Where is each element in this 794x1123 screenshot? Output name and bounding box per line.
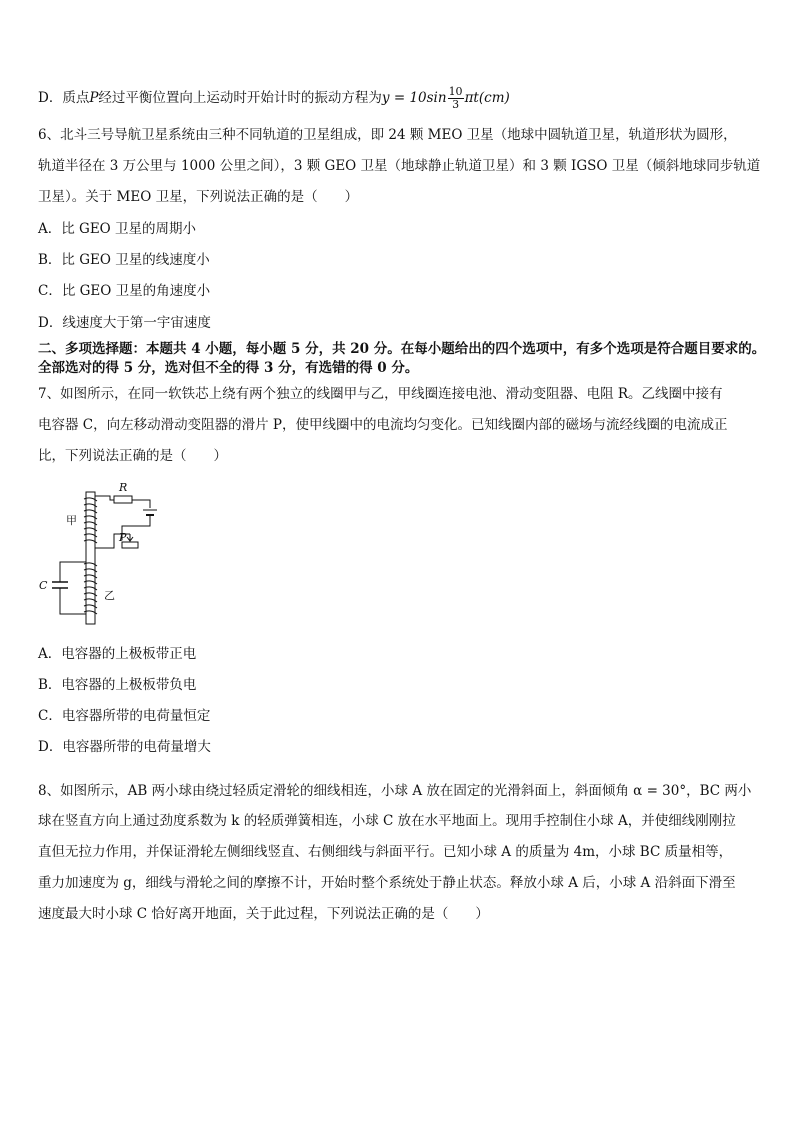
section2-heading-line-2: 全部选对的得 5 分，选对但不全的得 3 分，有选错的得 0 分。 <box>38 360 419 376</box>
q6-stem-line-2: 轨道半径在 3 万公里与 1000 公里之间），3 颗 GEO 卫星（地球静止轨道卫星）和 3 颗 IGSO 卫星（倾斜地球同步轨道 <box>38 158 761 174</box>
q8-stem-line-5: 速度最大时小球 C 恰好离开地面，关于此过程，下列说法正确的是（ ） <box>38 906 489 922</box>
label-yi: 乙 <box>104 589 115 602</box>
label-p: P <box>119 531 127 544</box>
q6-stem-line-1: 6、北斗三号导航卫星系统由三种不同轨道的卫星组成，即 24 颗 MEO 卫星（地球中圆轨道卫星，轨道形状为圆形， <box>38 127 737 143</box>
q7-option-d: D．电容器所带的电荷量增大 <box>38 739 211 755</box>
label-r: R <box>119 481 128 494</box>
q8-stem-line-1: 8、如图所示，AB 两小球由绕过轻质定滑轮的细线相连，小球 A 放在固定的光滑斜面上，斜面倾角 α = 30°，BC 两小 <box>38 783 752 799</box>
q5-equation-right: πt(cm) <box>464 90 510 106</box>
q6-option-c: C．比 GEO 卫星的角速度小 <box>38 283 211 299</box>
q6-option-b: B．比 GEO 卫星的线速度小 <box>38 252 210 268</box>
label-jia: 甲 <box>66 514 77 527</box>
q7-stem-line-2: 电容器 C，向左移动滑动变阻器的滑片 P，使甲线圈中的电流均匀变化。已知线圈内部的磁场与流经线圈的电流成正 <box>38 417 728 433</box>
battery-symbol <box>143 510 157 515</box>
q5-equation-fraction <box>448 86 464 111</box>
q5-option-d-prefix: D．质点 <box>38 90 90 106</box>
rheostat-slider-p <box>127 534 133 541</box>
q8-stem-line-3: 直但无拉力作用，并保证滑轮左侧细线竖直、右侧细线与斜面平行。已知小球 A 的质量为 4m，小球 BC 质量相等， <box>38 844 733 860</box>
iron-core <box>86 492 95 624</box>
q6-option-a: A．比 GEO 卫星的周期小 <box>38 221 197 237</box>
q7-option-b: B．电容器的上极板带负电 <box>38 677 197 693</box>
q5-option-d <box>38 86 510 111</box>
q7-circuit-figure <box>30 474 180 634</box>
capacitor-c <box>52 582 68 588</box>
q6-option-d: D．线速度大于第一宇宙速度 <box>38 315 211 331</box>
q5-option-d-mid: 经过平衡位置向上运动时开始计时的振动方程为 <box>98 90 382 106</box>
q6-stem-line-3: 卫星）。关于 MEO 卫星，下列说法正确的是（ ） <box>38 189 359 205</box>
q8-stem-line-2: 球在竖直方向上通过劲度系数为 k 的轻质弹簧相连，小球 C 放在水平地面上。现用手控制住小球 A，并使细线刚刚拉 <box>38 813 736 829</box>
resistor-r <box>114 496 132 503</box>
fraction-denominator: 3 <box>452 98 460 111</box>
fraction-numerator: 10 <box>448 85 463 98</box>
section2-heading-line-1: 二、多项选择题：本题共 4 小题，每小题 5 分，共 20 分。在每小题给出的四个选项中，有多个选项是符合题目要求的。 <box>38 341 766 357</box>
q7-option-c: C．电容器所带的电荷量恒定 <box>38 708 211 724</box>
q5-option-d-point: P <box>89 90 99 106</box>
q7-stem-line-1: 7、如图所示，在同一软铁芯上绕有两个独立的线圈甲与乙，甲线圈连接电池、滑动变阻器、电阻 R。乙线圈中接有 <box>38 386 723 402</box>
q7-stem-line-3: 比，下列说法正确的是（ ） <box>38 448 227 464</box>
q7-option-a: A．电容器的上极板带正电 <box>38 646 197 662</box>
q8-stem-line-4: 重力加速度为 g，细线与滑轮之间的摩擦不计，开始时整个系统处于静止状态。释放小球 A 后，小球 A 沿斜面下滑至 <box>38 875 736 891</box>
q5-equation-left: y = 10sin <box>381 90 447 106</box>
label-c: C <box>39 579 48 592</box>
